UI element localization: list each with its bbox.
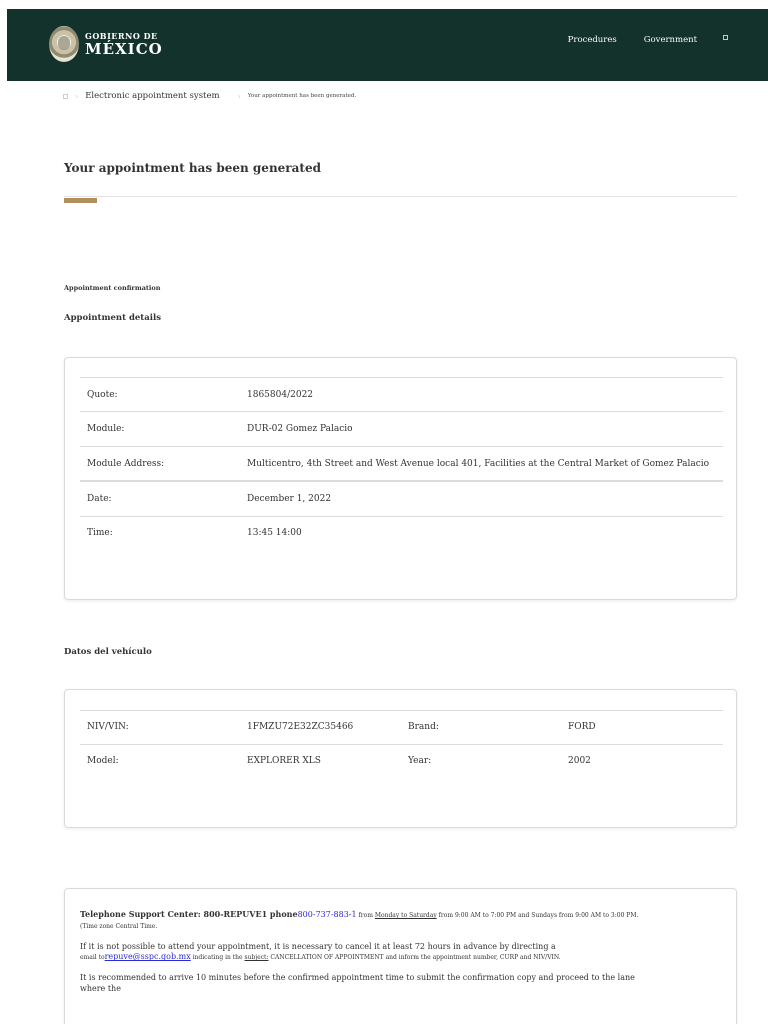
breadcrumb-item-appointments[interactable]: Electronic appointment system xyxy=(85,91,220,101)
vehicle-data-heading: Datos del vehículo xyxy=(64,647,152,657)
cancellation-paragraph xyxy=(80,942,640,964)
vehicle-label: Model: xyxy=(87,756,119,766)
detail-row-time xyxy=(80,516,723,550)
breadcrumb-separator: › xyxy=(75,91,79,101)
cancel-subject: subject: xyxy=(244,954,269,962)
support-text-from: from xyxy=(356,912,375,919)
vehicle-value: 1FMZU72E32ZC35466 xyxy=(247,722,354,732)
title-accent-bar xyxy=(64,198,97,203)
logo-big-text: MÉXICO xyxy=(85,39,163,58)
detail-row-quote xyxy=(80,377,723,411)
detail-value: Multicentro, 4th Street and West Avenue local 401, Facilities at the Central Market of Gomez Palacio xyxy=(247,459,710,469)
appointment-details-card xyxy=(64,357,737,600)
detail-row-module xyxy=(80,411,723,446)
detail-label: Module Address: xyxy=(87,459,165,469)
coat-of-arms-icon xyxy=(49,26,79,62)
vehicle-label: NIV/VIN: xyxy=(87,722,129,732)
title-divider xyxy=(64,196,737,197)
logo-text xyxy=(85,32,163,57)
detail-row-module-address xyxy=(80,446,723,481)
breadcrumb xyxy=(63,91,356,101)
logo-small-text: GOBIERNO DE xyxy=(85,30,158,41)
cancel-text-a: If it is not possible to attend your appointment, it is necessary to cancel it at least 72 hours in advance by directing a xyxy=(80,941,556,951)
vehicle-label: Brand: xyxy=(408,722,439,732)
main-nav xyxy=(568,35,728,45)
detail-value: 13:45 14:00 xyxy=(247,528,302,538)
detail-value: December 1, 2022 xyxy=(247,494,332,504)
detail-label: Module: xyxy=(87,424,125,434)
detail-row-date xyxy=(80,480,723,516)
nav-government[interactable]: Government xyxy=(643,35,697,45)
vehicle-label: Year: xyxy=(408,756,432,766)
vehicle-row-model xyxy=(80,744,723,778)
cancel-text-d: CANCELLATION OF APPOINTMENT and inform the appointment number, CURP and NIV/VIN. xyxy=(268,954,561,962)
home-icon[interactable] xyxy=(63,94,68,99)
detail-value: DUR-02 Gomez Palacio xyxy=(247,424,353,434)
confirmation-heading: Appointment confirmation xyxy=(64,284,161,292)
detail-label: Date: xyxy=(87,494,112,504)
detail-label: Quote: xyxy=(87,390,118,400)
breadcrumb-current: Your appointment has been generated. xyxy=(247,93,357,99)
arrival-paragraph: It is recommended to arrive 10 minutes before the confirmed appointment time to submit the confirmation copy and proceed to the lane where the xyxy=(80,973,635,993)
vehicle-row-vin xyxy=(80,710,723,744)
appointment-details-heading: Appointment details xyxy=(64,313,161,323)
detail-label: Time: xyxy=(87,528,113,538)
nav-procedures[interactable]: Procedures xyxy=(567,35,617,45)
top-navbar xyxy=(7,9,768,81)
vehicle-data-card xyxy=(64,689,737,828)
detail-value: 1865804/2022 xyxy=(247,390,314,400)
search-icon[interactable] xyxy=(723,35,728,40)
support-days-link[interactable]: Monday to Saturday xyxy=(374,912,437,919)
support-email-link[interactable]: repuve@sspc.gob.mx xyxy=(104,952,191,962)
vehicle-value: FORD xyxy=(568,722,596,732)
support-phone-link[interactable]: 800-737-883-1 xyxy=(297,910,357,919)
vehicle-value: 2002 xyxy=(568,756,591,766)
government-logo[interactable] xyxy=(49,26,163,62)
support-hours: from 9:00 AM to 7:00 PM and Sundays from 9:00 AM to 3:00 PM. (Time zone Central Time. xyxy=(80,912,639,930)
breadcrumb-separator: › xyxy=(237,91,241,101)
page-title: Your appointment has been generated xyxy=(64,161,321,175)
support-bold: Telephone Support Center: 800-REPUVE1 phone xyxy=(80,909,298,919)
cancel-text-b: email to xyxy=(80,954,105,962)
support-text xyxy=(80,909,640,1005)
cancel-text-c: indicating in the xyxy=(190,954,245,962)
vehicle-value: EXPLORER XLS xyxy=(247,756,321,766)
support-info-card xyxy=(64,888,737,1024)
support-phone-paragraph xyxy=(80,909,640,932)
